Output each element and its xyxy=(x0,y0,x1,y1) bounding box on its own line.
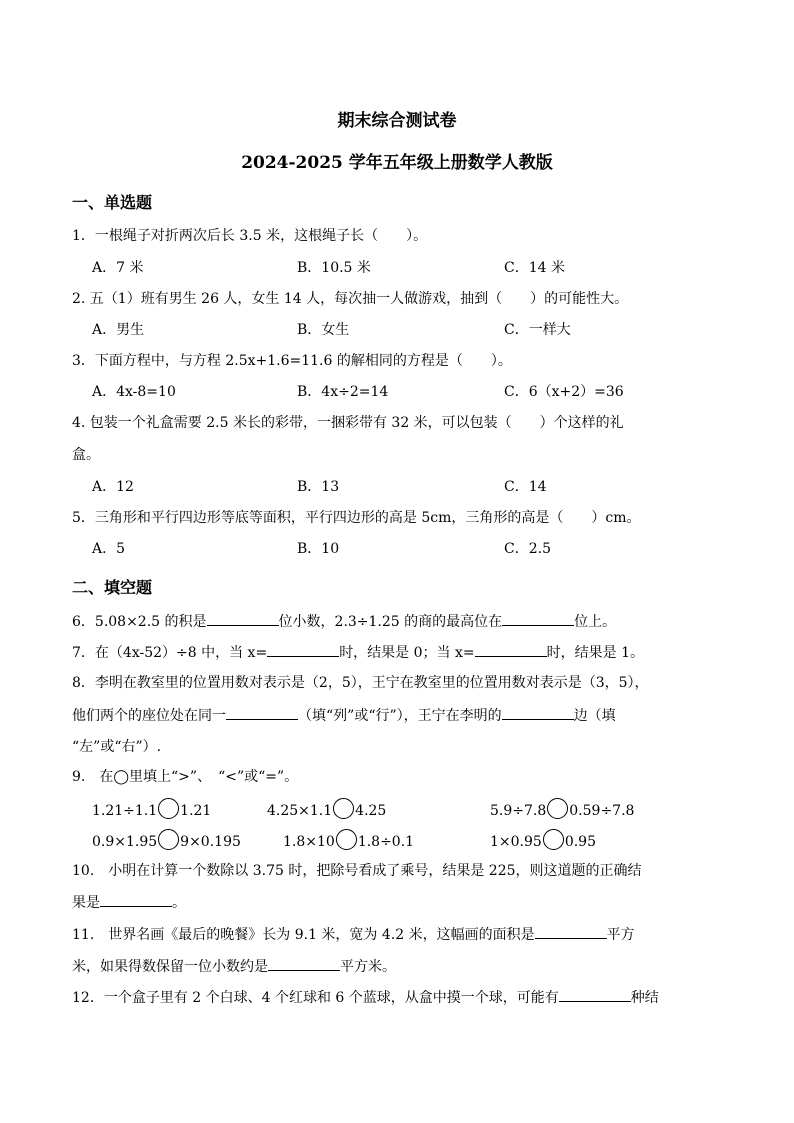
answer-blank[interactable] xyxy=(268,956,340,971)
section-heading-single-choice: 一、单选题 xyxy=(72,193,153,212)
question-3-stem: 3．下面方程中，与方程 2.5x+1.6=11.6 的解相同的方程是（ ）。 xyxy=(72,353,512,369)
question-12-text-1: 12．一个盒子里有 2 个白球、4 个红球和 6 个蓝球，从盒中摸一个球，可能有 xyxy=(72,990,559,1006)
compare-left: 1×0.95 xyxy=(490,834,542,850)
answer-blank[interactable] xyxy=(502,611,574,626)
answer-blank[interactable] xyxy=(559,987,631,1002)
question-4-option-b[interactable]: B．13 xyxy=(297,479,340,495)
question-10-text-2: 。 xyxy=(172,895,186,911)
compare-item xyxy=(92,829,241,852)
question-11-line2 xyxy=(72,956,396,977)
question-5-option-a[interactable]: A．5 xyxy=(92,541,126,557)
page-title: 期末综合测试卷 xyxy=(337,111,457,131)
question-7-text-3: 时，结果是 1。 xyxy=(546,645,644,661)
compare-right: 1.8÷0.1 xyxy=(357,834,415,850)
answer-blank[interactable] xyxy=(207,611,279,626)
compare-item xyxy=(490,829,596,852)
answer-blank[interactable] xyxy=(502,705,574,720)
compare-right: 4.25 xyxy=(355,803,387,819)
question-2-stem: 2. 五（1）班有男生 26 人，女生 14 人，每次抽一人做游戏，抽到（ ）的可能性大。 xyxy=(72,291,629,307)
question-3-option-c[interactable]: C．6（x+2）=36 xyxy=(504,384,624,400)
question-3-option-a[interactable]: A．4x-8=10 xyxy=(92,384,176,400)
page-subtitle: 2024-2025 学年五年级上册数学人教版 xyxy=(241,153,553,173)
question-5-stem: 5．三角形和平行四边形等底等面积，平行四边形的高是 5cm，三角形的高是（ ）cm。 xyxy=(72,510,641,526)
question-8-line1: 8．李明在教室里的位置用数对表示是（2，5），王宁在教室里的位置用数对表示是（3，5）， xyxy=(72,675,649,691)
question-11-text-4: 平方米。 xyxy=(340,959,396,975)
compare-circle[interactable] xyxy=(543,829,564,850)
question-12-text-2: 种结 xyxy=(630,990,659,1006)
question-3-option-b[interactable]: B．4x÷2=14 xyxy=(297,384,389,400)
compare-circle[interactable] xyxy=(158,829,179,850)
question-1-option-b[interactable]: B．10.5 米 xyxy=(297,260,371,276)
question-12-line1 xyxy=(72,987,659,1008)
compare-left: 1.8×10 xyxy=(283,834,335,850)
question-8-line3: “左”或“右”）. xyxy=(72,739,162,755)
question-10-line2 xyxy=(72,892,186,913)
answer-blank[interactable] xyxy=(226,705,298,720)
question-4-stem-line2: 盒。 xyxy=(72,447,100,463)
question-5-option-c[interactable]: C．2.5 xyxy=(504,541,551,557)
compare-left: 5.9÷7.8 xyxy=(490,803,547,819)
compare-item xyxy=(267,798,386,821)
compare-item xyxy=(92,798,211,821)
question-1-stem: 1．一根绳子对折两次后长 3.5 米，这根绳子长（ ）。 xyxy=(72,228,428,244)
question-6-text-3: 位上。 xyxy=(574,614,617,630)
answer-blank[interactable] xyxy=(475,642,547,657)
compare-circle[interactable] xyxy=(547,798,568,819)
question-8-text-3: 边（填 xyxy=(573,708,616,724)
question-7 xyxy=(72,642,644,663)
compare-right: 9×0.195 xyxy=(180,834,241,850)
question-9-stem: 9. 在◯里填上“>”、 “<”或“=”。 xyxy=(72,769,299,785)
compare-circle[interactable] xyxy=(158,798,179,819)
question-4-option-a[interactable]: A．12 xyxy=(92,479,134,495)
answer-blank[interactable] xyxy=(535,924,607,939)
section-heading-fill-blank: 二、填空题 xyxy=(72,578,153,597)
question-11-text-1: 11. 世界名画《最后的晚餐》长为 9.1 米，宽为 4.2 米，这幅画的面积是 xyxy=(72,927,535,943)
compare-right: 0.59÷7.8 xyxy=(569,803,635,819)
question-6-text-2: 位小数，2.3÷1.25 的商的最高位在 xyxy=(278,614,503,630)
question-4-stem-line1: 4. 包装一个礼盒需要 2.5 米长的彩带，一捆彩带有 32 米，可以包装（ ）个这样的礼 xyxy=(72,415,624,431)
compare-left: 4.25×1.1 xyxy=(267,803,333,819)
question-7-text-2: 时，结果是 0；当 x= xyxy=(339,645,475,661)
question-5-option-b[interactable]: B．10 xyxy=(297,541,340,557)
question-11-line1 xyxy=(72,924,635,945)
question-6 xyxy=(72,611,616,632)
compare-right: 1.21 xyxy=(180,803,212,819)
compare-right: 0.95 xyxy=(564,834,596,850)
question-10-line1: 10. 小明在计算一个数除以 3.75 时，把除号看成了乘号，结果是 225，则这道题的正确结 xyxy=(72,863,642,879)
question-6-text-1: 6．5.08×2.5 的积是 xyxy=(72,614,207,630)
question-2-option-a[interactable]: A．男生 xyxy=(92,322,145,338)
question-1-option-c[interactable]: C．14 米 xyxy=(504,260,565,276)
compare-left: 0.9×1.95 xyxy=(92,834,158,850)
question-1-option-a[interactable]: A．7 米 xyxy=(92,260,144,276)
compare-circle[interactable] xyxy=(336,829,357,850)
answer-blank[interactable] xyxy=(267,642,339,657)
compare-left: 1.21÷1.1 xyxy=(92,803,158,819)
question-2-option-c[interactable]: C．一样大 xyxy=(504,322,571,338)
question-11-text-3: 米，如果得数保留一位小数约是 xyxy=(72,959,268,975)
question-8-line2 xyxy=(72,705,616,726)
answer-blank[interactable] xyxy=(100,892,172,907)
compare-item xyxy=(490,798,634,821)
compare-circle[interactable] xyxy=(333,798,354,819)
compare-item xyxy=(283,829,414,852)
question-8-text-1: 他们两个的座位处在同一 xyxy=(72,708,226,724)
question-4-option-c[interactable]: C．14 xyxy=(504,479,547,495)
question-10-text-1: 果是 xyxy=(72,895,100,911)
question-2-option-b[interactable]: B．女生 xyxy=(297,322,350,338)
question-8-text-2: （填“列”或“行”），王宁在李明的 xyxy=(298,708,502,724)
question-11-text-2: 平方 xyxy=(606,927,635,943)
question-7-text-1: 7．在（4x-52）÷8 中，当 x= xyxy=(72,645,268,661)
